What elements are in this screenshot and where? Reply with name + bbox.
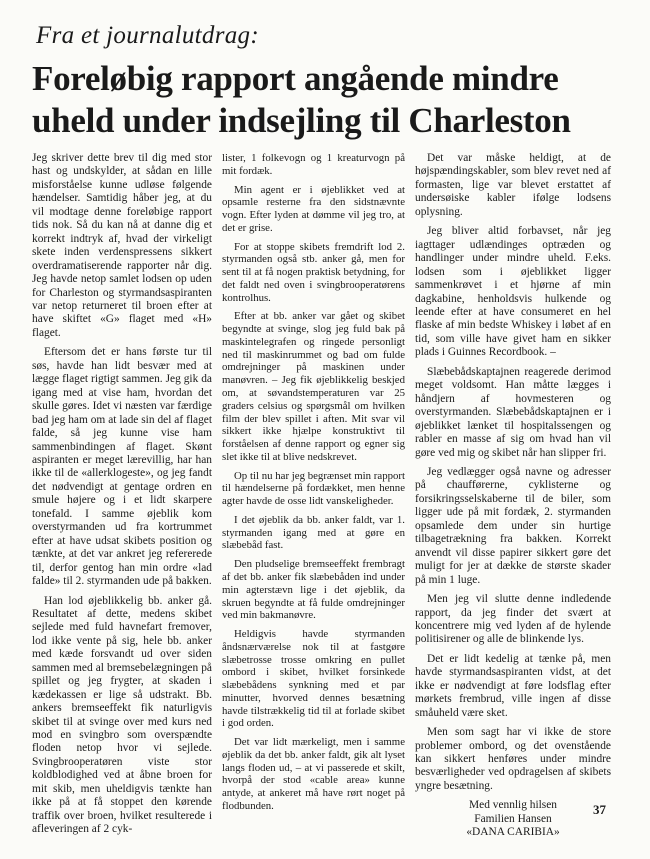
paragraph: Det var måske heldigt, at de højspændingskabler, som blev revet ned af formasten, lige var blevet erstattet af undersøiske kabler ifølge lodsens oplysning. [415, 152, 611, 218]
paragraph: lister, 1 folkevogn og 1 kreaturvogn på mit fordæk. [222, 152, 405, 177]
paragraph: Men jeg vil slutte denne indledende rapport, da jeg finder det svært at koncentrere mig ved lyden af de hylende politisirener og alle de blinkende lys. [415, 593, 611, 646]
text-column-2 [222, 152, 405, 819]
paragraph: Min agent er i øjeblikket ved at opsamle resterne fra den sidstnævnte vogn. Efter lyden at dømme vil jeg tro, at det er grise. [222, 183, 405, 234]
paragraph: Men som sagt har vi ikke de store problemer ombord, og det ovenstående kan sikkert henføres under mindre besværligheder ved opdragelsen af skibets yngre besætning. [415, 726, 611, 792]
paragraph: Eftersom det er hans første tur til søs, havde han lidt besvær med at lægge flaget rigtigt sammen. Jeg gik da igang med at vise ham, hvordan det skulle gøres. Idet vi næsten var færdige bad jeg ham om at lade sin del af flaget falde, så jeg kunne vise ham sammenbindingen af flaget. Skønt aspiranten er meget lærevillig, har han ikke til de «allerklogeste», og jeg fandt det nødvendigt at gentage ordren en smule højere og i et lidt skarpere tonefald. I samme øjeblik kom overstyrmanden ud fra kortrummet efter at have udsat skibets position og tænkte, at det var ankret jeg refererede til, derfor gentog han min ordre «lad falde» til 2. styrmanden ude på bakken. [32, 346, 212, 588]
paragraph: Op til nu har jeg begrænset min rapport til hændelserne på fordækket, men henne agter havde de osse lidt vanskeligheder. [222, 469, 405, 508]
paragraph: Det var lidt mærkeligt, men i samme øjeblik da det bb. anker faldt, gik alt lyset langs floden ud, – at vi passerede et skilt, hvorpå der stod «cable area» kunne antyde, at ankeret må have rørt noget på flodbunden. [222, 736, 405, 812]
page-number: 37 [593, 802, 606, 817]
signature-line: Med vennlig hilsen [469, 799, 557, 812]
paragraph: For at stoppe skibets fremdrift lod 2. styrmanden også stb. anker gå, men for sent til at få nogen praktisk betydning, for det faldt ned oven i svingbrooperatørens kontrolhus. [222, 240, 405, 304]
kicker: Fra et journalutdrag: [36, 22, 259, 49]
paragraph: I det øjeblik da bb. anker faldt, var 1. styrmanden igang med at gøre en slæbebåd fast. [222, 513, 405, 552]
text-column-1 [32, 152, 212, 843]
paragraph: Jeg skriver dette brev til dig med stor hast og undskylder, at sådan en lille misforståelse kunne udløse følgende hændelser. Samtidig håber jeg, at du vil modtage denne foreløbige rapport tids nok. Så du kan nå at danne dig et korrekt indtryk af, hvad der virkeligt skete inden verdenspressens sikkert overdramatiserende rapporter når dig. Jeg havde netop samlet lodsen op uden for Charleston og styrmandsaspiranten var netop returneret til broen efter at have skiftet «G» flaget med «H» flaget. [32, 152, 212, 339]
paragraph: Jeg bliver altid forbavset, når jeg iagttager udlændinges optræden og handlinger under mindre uheld. F.eks. lodsen som i øjeblikket ligger sammenkrøvet i et hjørne af min dagkabine, henholdsvis hulkende og leende efter at have consumeret en hel flaske af min bedste Whiskey i løbet af en tid, som ville have givet ham en sikker plads i Guinnes Recordbook. – [415, 225, 611, 359]
text-column-3 [415, 152, 611, 840]
paragraph: Jeg vedlægger også navne og adresser på chaufførerne, cyklisterne og forsikringsselskaberne til de biler, som ligger ude på mit fordæk, 2. styrmanden opsamlede dem under sin hurtige tilbagetrækning fra bakken. Korrekt anvendt vil disse papirer sikkert gøre det muligt for jer at dække de største skader på min 1 luge. [415, 465, 611, 586]
signature-line: «DANA CARIBIA» [466, 826, 560, 839]
paragraph: Slæbebådskaptajnen reagerede derimod meget voldsomt. Han måtte lægges i håndjern af hovmesteren og overstyrmanden. Slæbebådskaptajnen er i øjeblikket lænket til hospitalssengen og rabler en masse af sig om hvad han vil gøre ved mig og skibet når han slipper fri. [415, 365, 611, 459]
paragraph: Det er lidt kedelig at tænke på, men havde styrmandsaspiranten vidst, at det ikke er nødvendigt at føre lodsflag efter mørkets frembrud, ville ingen af disse småuheld være sket. [415, 652, 611, 719]
paragraph: Heldigvis havde styrmanden åndsnærværelse nok til at fastgøre slæbetrosse trosse omkring en pullet ombord i skibet, hvilket forsinkede slæbebådens synkning med et par minutter, hvorved dennes besætning havde tilstrækkelig tid til at forlade skibet i god orden. [222, 628, 405, 730]
paragraph: Han lod øjeblikkelig bb. anker gå. Resultatet af dette, medens skibet sejlede med fuld havnefart fremover, lod ikke vente på sig, hele bb. anker med kæde forsvandt ud over siden sammen med al bremsebelægningen på spillet og jeg frygter, at skaden i kædekassen er lige så udstrakt. Bb. ankers bremseeffekt fik naturligvis skibet til at svinge over med kurs ned mod en svingbro som overspændte floden netop hvor vi sejlede. Svingbrooperatøren viste stor koldblodighed ved at åbne broen for mit skib, men uheldigvis tænkte han ikke på at få stoppet den kørende traffik over broen, hvilket resulterede i afleveringen af 2 cyk- [32, 594, 212, 836]
paragraph: Efter at bb. anker var gået og skibet begyndte at svinge, slog jeg fuld bak på maskintelegrafen og ringede personligt ned til maskinrummet og bad om fulde omdrejninger på maskinen under manøvren. – Jeg fik øjeblikkelig beskjed om, at søvandstemperaturen var 25 graders celsius og spørgsmål om hvilken film der blev spillet i aften. Mit svar vil sikkert ikke hjælpe konstruktivt til forståelsen af denne rapport og egner sig slet ikke til at blive nedskrevet. [222, 310, 405, 463]
paragraph: Den pludselige bremseeffekt frembragt af det bb. anker fik slæbebåden ind under min agterstævn lige i det øjeblik, da skruen begyndte at få fulde omdrejninger ved min bakmanøvre. [222, 558, 405, 622]
signature-line: Familien Hansen [474, 812, 552, 825]
headline: Foreløbig rapport angående mindre uheld under indsejling til Charleston [32, 59, 571, 140]
